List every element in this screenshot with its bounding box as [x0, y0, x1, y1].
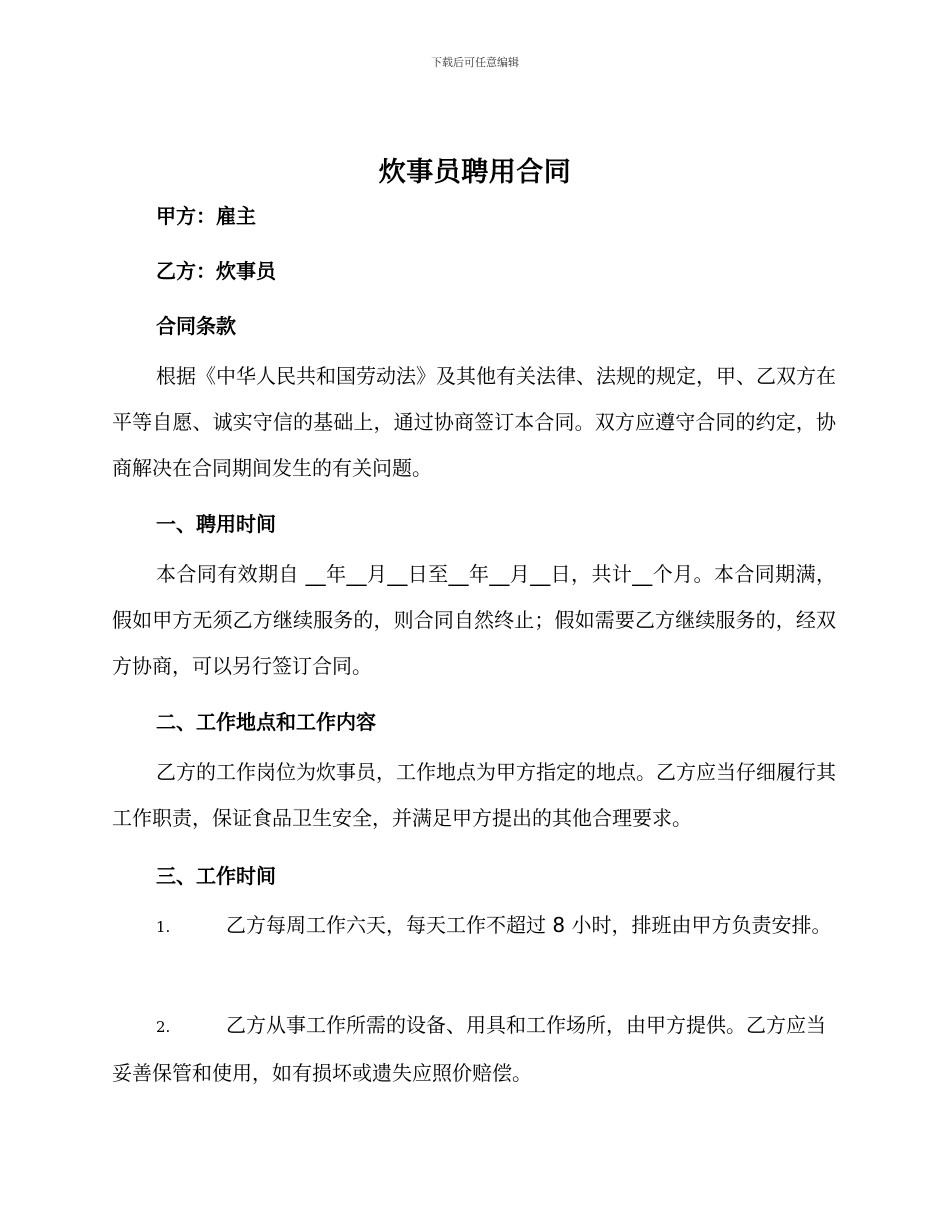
list-item-text: 乙方从事工作所需的设备、用具和工作场所，由甲方提供。乙方应当妥善保管和使用，如有损坏或遗失应照价赔偿。: [112, 1013, 826, 1085]
section-2-paragraph: 乙方的工作岗位为炊事员，工作地点为甲方指定的地点。乙方应当仔细履行其工作职责，保证食品卫生安全，并满足甲方提出的其他合理要求。: [112, 760, 836, 830]
list-item: [112, 1002, 836, 1096]
header-note: 下载后可任意编辑: [431, 56, 519, 69]
terms-heading: 合同条款: [156, 314, 236, 338]
intro-paragraph: 根据《中华人民共和国劳动法》及其他有关法律、法规的规定，甲、乙双方在平等自愿、诚实守信的基础上，通过协商签订本合同。双方应遵守合同的约定，协商解决在合同期间发生的有关问题。: [112, 364, 836, 480]
list-item: [112, 902, 836, 950]
party-a: 甲方：雇主: [156, 204, 256, 228]
contract-title: 炊事员聘用合同: [378, 157, 572, 188]
list-item-number: 1.: [156, 918, 171, 936]
section-3-heading: 三、工作时间: [156, 864, 276, 888]
section-1-paragraph: 本合同有效期自 __年__月__日至__年__月__日，共计__个月。本合同期满，假如甲方无须乙方继续服务的，则合同自然终止；假如需要乙方继续服务的，经双方协商，可以另行签订合同。: [112, 562, 836, 678]
section-1-heading: 一、聘用时间: [156, 512, 276, 536]
section-2-heading: 二、工作地点和工作内容: [156, 710, 376, 734]
list-item-text: 乙方每周工作六天，每天工作不超过 8 小时，排班由甲方负责安排。: [226, 913, 832, 937]
list-item-number: 2.: [156, 1018, 171, 1036]
party-b: 乙方：炊事员: [156, 259, 276, 283]
